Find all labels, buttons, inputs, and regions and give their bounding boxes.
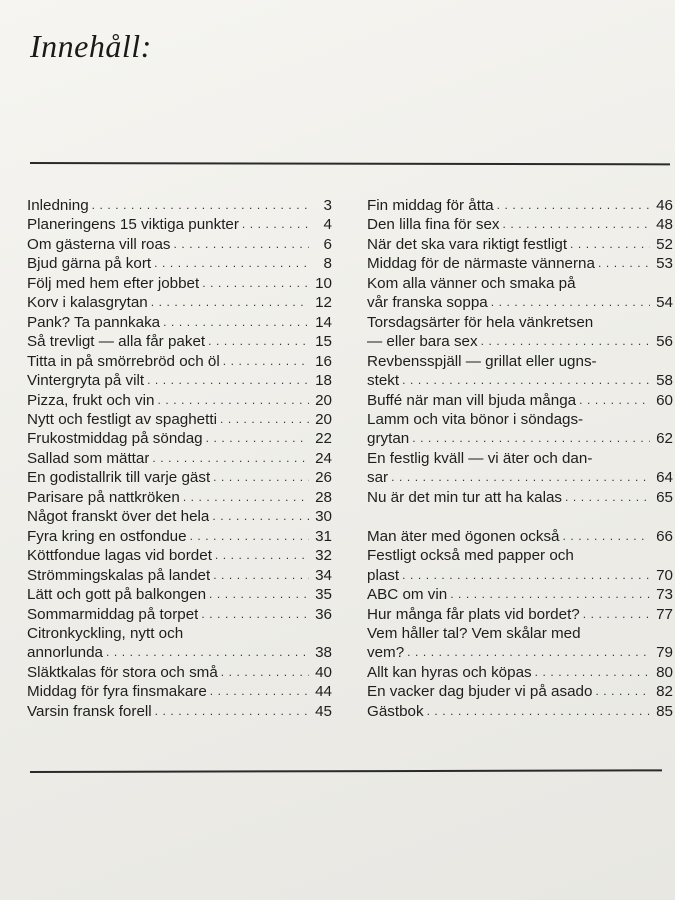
toc-entry-title: Allt kan hyras och köpas [367, 663, 532, 681]
toc-entry-title: Varsin fransk forell [27, 702, 152, 720]
toc-entry [27, 682, 332, 701]
toc-entry-title: Strömmingskalas på landet [27, 566, 211, 584]
dot-leader [160, 313, 309, 332]
dot-leader [580, 605, 650, 624]
toc-page-number: 30 [315, 508, 332, 526]
toc-page-number: 35 [315, 586, 332, 604]
toc-entry-title: Citronkyckling, nytt och [27, 624, 184, 642]
dot-leader [154, 391, 309, 410]
dot-leader [149, 449, 309, 468]
toc-page-number: 26 [315, 469, 332, 487]
toc-page-number: 79 [656, 644, 673, 662]
toc-entry-title: Fin middag för åtta [367, 197, 494, 214]
dot-leader [404, 643, 650, 662]
toc-page-number: 16 [315, 352, 332, 370]
toc-entry [367, 682, 673, 701]
toc-entry-title: En godistallrik till varje gäst [27, 469, 211, 487]
toc-entry [367, 624, 673, 643]
toc-page-number: 73 [656, 586, 673, 604]
dot-leader [180, 488, 309, 507]
dot-leader [220, 352, 309, 371]
toc-page-number: 58 [656, 372, 673, 390]
page-title: Innehåll: [30, 28, 152, 64]
dot-leader [212, 546, 309, 565]
dot-leader [103, 643, 309, 662]
dot-leader [210, 566, 309, 585]
toc-entry-title: ABC om vin [367, 586, 448, 604]
toc-page-number: 48 [656, 216, 673, 234]
dot-leader [581, 624, 650, 643]
toc-entry [367, 254, 673, 273]
toc-entry [27, 566, 332, 585]
toc-entry-title: Middag för de närmaste vännerna [367, 255, 595, 273]
dot-leader [399, 566, 650, 585]
toc-entry [367, 352, 673, 371]
dot-leader [447, 585, 650, 604]
toc-page-number: 46 [656, 197, 673, 214]
dot-leader [478, 332, 650, 351]
toc-page-number: 65 [656, 488, 673, 506]
dot-leader [209, 507, 309, 526]
toc-entry-title: Korv i kalasgrytan [27, 294, 148, 312]
toc-entry [367, 527, 673, 546]
toc-entry-title: — eller bara sex [367, 333, 478, 351]
toc-entry [367, 566, 673, 585]
toc-entry-title: plast [367, 566, 400, 584]
toc-entry [27, 235, 332, 254]
toc-entry [27, 410, 332, 429]
dot-leader [206, 585, 309, 604]
toc-entry [367, 663, 673, 682]
toc-page-number: 82 [656, 683, 673, 701]
toc-page-number: 10 [315, 274, 332, 292]
toc-entry [27, 488, 332, 507]
toc-entry [27, 215, 332, 234]
dot-leader [424, 702, 650, 721]
toc-entry-title: Pank? Ta pannkaka [27, 313, 161, 331]
toc-page-number: 20 [315, 410, 332, 428]
toc-entry [27, 546, 332, 565]
toc-page-number: 4 [323, 216, 332, 234]
toc-entry [27, 468, 332, 487]
toc-entry [27, 274, 332, 293]
dot-leader [218, 663, 309, 682]
toc-entry [367, 274, 673, 293]
toc-left-column [27, 196, 332, 721]
toc-entry [27, 371, 332, 390]
toc-entry-title: Festligt också med papper och [367, 547, 574, 565]
toc-entry-title: Vintergryta på vilt [27, 372, 145, 390]
dot-leader [239, 215, 309, 234]
toc-entry-title: Planeringens 15 viktiga punkter [27, 216, 239, 234]
dot-leader [576, 391, 650, 410]
dot-leader [183, 624, 309, 643]
toc-entry-title: Nu är det min tur att ha kalas [367, 488, 562, 506]
toc-entry [367, 410, 673, 429]
toc-entry-title: grytan [367, 430, 410, 448]
toc-page-number: 20 [315, 391, 332, 409]
toc-entry [367, 488, 673, 507]
toc-entry [367, 702, 673, 721]
dot-leader [560, 527, 651, 546]
toc-entry [367, 313, 673, 332]
toc-entry [27, 429, 332, 448]
toc-page-number: 62 [656, 430, 673, 448]
dot-leader [592, 449, 650, 468]
toc-entry-title: Fyra kring en ostfondue [27, 527, 187, 545]
dot-leader [593, 313, 650, 332]
dot-leader [205, 332, 309, 351]
toc-page-number: 15 [315, 333, 332, 351]
toc-page-number: 31 [315, 527, 332, 545]
toc-page-number: 53 [656, 255, 673, 273]
toc-entry-title: Inledning [27, 197, 89, 214]
toc-entry [27, 313, 332, 332]
toc-entry [27, 449, 332, 468]
toc-entry-title: Sallad som mättar [27, 449, 150, 467]
dot-leader [597, 352, 650, 371]
toc-right-column [367, 196, 673, 721]
toc-entry [367, 371, 673, 390]
toc-entry-title: Titta in på smörrebröd och öl [27, 352, 220, 370]
toc-entry-title: sar [367, 469, 389, 487]
toc-page-number: 45 [315, 702, 332, 720]
toc-entry-title: Nytt och festligt av spaghetti [27, 410, 217, 428]
toc-page-number: 56 [656, 333, 673, 351]
toc-page-number: 85 [656, 702, 673, 720]
toc-page-number: 70 [656, 566, 673, 584]
toc-entry [367, 585, 673, 604]
toc-entry-title: En festlig kväll — vi äter och dan- [367, 449, 593, 467]
dot-leader [151, 254, 309, 273]
toc-entry [27, 702, 332, 721]
toc-page-number: 24 [315, 449, 332, 467]
toc-entry [367, 332, 673, 351]
toc-entry [27, 605, 332, 624]
toc-entry [27, 643, 332, 662]
toc-page-number: 64 [656, 469, 673, 487]
dot-leader [574, 546, 650, 565]
toc-page-number: 80 [656, 663, 673, 681]
toc-entry-title: Så trevligt — alla får paket [27, 333, 206, 351]
toc-entry-title: vår franska soppa [367, 294, 488, 312]
toc-entry [27, 585, 332, 604]
dot-leader [210, 468, 309, 487]
dot-leader [187, 527, 309, 546]
toc-page-number: 77 [656, 605, 673, 623]
dot-leader [203, 429, 309, 448]
toc-entry-title: En vacker dag bjuder vi på asado [367, 683, 593, 701]
dot-leader [562, 488, 650, 507]
dot-leader [567, 235, 650, 254]
toc-page-number: 28 [315, 488, 332, 506]
dot-leader [148, 293, 309, 312]
toc-entry [367, 196, 673, 215]
toc-page-number: 54 [656, 294, 673, 312]
toc-entry [367, 449, 673, 468]
toc-entry-title: Revbensspjäll — grillat eller ugns- [367, 352, 597, 370]
dot-leader [399, 371, 650, 390]
toc-entry-title: vem? [367, 644, 405, 662]
toc-entry-title: Pizza, frukt och vin [27, 391, 155, 409]
toc-entry [367, 391, 673, 410]
toc-entry [367, 546, 673, 565]
toc-page-number: 52 [656, 235, 673, 253]
dot-leader [576, 274, 650, 293]
toc-page-number: 6 [323, 235, 332, 253]
dot-leader [583, 410, 650, 429]
toc-entry [27, 332, 332, 351]
toc-entry-title: Om gästerna vill roas [27, 235, 171, 253]
dot-leader [89, 196, 309, 215]
toc-entry-title: Hur många får plats vid bordet? [367, 605, 580, 623]
toc-entry [27, 254, 332, 273]
toc-entry-title: Kom alla vänner och smaka på [367, 274, 576, 292]
dot-leader [199, 274, 309, 293]
toc-entry-title: Sommarmiddag på torpet [27, 605, 199, 623]
toc-entry [367, 429, 673, 448]
toc-page-number: 36 [315, 605, 332, 623]
dot-leader [532, 663, 650, 682]
toc-entry-title: Köttfondue lagas vid bordet [27, 547, 212, 565]
toc-entry-title: Bjud gärna på kort [27, 255, 152, 273]
dot-leader [207, 682, 309, 701]
toc-page-number: 40 [315, 663, 332, 681]
toc-entry [27, 663, 332, 682]
toc-entry-title: När det ska vara riktigt festligt [367, 235, 568, 253]
toc-entry-title: annorlunda [27, 644, 104, 662]
toc-entry-title: Vem håller tal? Vem skålar med [367, 624, 581, 642]
toc-entry-title: Middag för fyra finsmakare [27, 683, 207, 701]
toc-entry [27, 527, 332, 546]
dot-leader [595, 254, 650, 273]
toc-entry [367, 215, 673, 234]
toc-page-number: 32 [315, 547, 332, 565]
toc-entry [367, 605, 673, 624]
toc-page-number: 3 [323, 197, 332, 214]
toc-entry [27, 624, 332, 643]
toc-page-number: 22 [315, 430, 332, 448]
toc-page-number: 18 [315, 372, 332, 390]
toc-page-number: 34 [315, 566, 332, 584]
toc-entry [27, 196, 332, 215]
dot-leader [488, 293, 650, 312]
toc-entry [27, 352, 332, 371]
dot-leader [217, 410, 309, 429]
toc-entry [367, 235, 673, 254]
toc-entry [367, 293, 673, 312]
toc-entry-title: Lamm och vita bönor i söndags- [367, 410, 584, 428]
toc-page-number: 66 [656, 527, 673, 545]
toc-page-number: 38 [315, 644, 332, 662]
toc-entry [367, 468, 673, 487]
toc-entry-title: Parisare på nattkröken [27, 488, 180, 506]
toc-page-number: 44 [315, 683, 332, 701]
toc-entry [27, 391, 332, 410]
toc-entry-title: stekt [367, 372, 400, 390]
dot-leader [144, 371, 309, 390]
dot-leader [388, 468, 650, 487]
toc-entry [27, 507, 332, 526]
toc-page-number: 8 [323, 255, 332, 273]
toc-entry-title: Släktkalas för stora och små [27, 663, 218, 681]
toc-entry-title: Gästbok [367, 702, 424, 720]
toc-entry-title: Något franskt över det hela [27, 508, 210, 526]
toc-entry-title: Buffé när man vill bjuda många [367, 391, 577, 409]
dot-leader [592, 682, 650, 701]
toc-page-number: 60 [656, 391, 673, 409]
dot-leader [171, 235, 310, 254]
toc-entry-title: Man äter med ögonen också [367, 527, 560, 545]
dot-leader [500, 215, 650, 234]
dot-leader [494, 196, 650, 215]
toc-entry-title: Frukostmiddag på söndag [27, 430, 203, 448]
toc-entry [367, 643, 673, 662]
toc-entry-title: Följ med hem efter jobbet [27, 274, 200, 292]
dot-leader [152, 702, 309, 721]
toc-page-number: 14 [315, 313, 332, 331]
toc-entry [27, 293, 332, 312]
toc-page-number: 12 [315, 294, 332, 312]
toc-entry-title: Lätt och gott på balkongen [27, 586, 207, 604]
toc-entry-title: Torsdagsärter för hela vänkretsen [367, 313, 594, 331]
dot-leader [409, 429, 650, 448]
dot-leader [198, 605, 309, 624]
toc-entry-title: Den lilla fina för sex [367, 216, 500, 234]
